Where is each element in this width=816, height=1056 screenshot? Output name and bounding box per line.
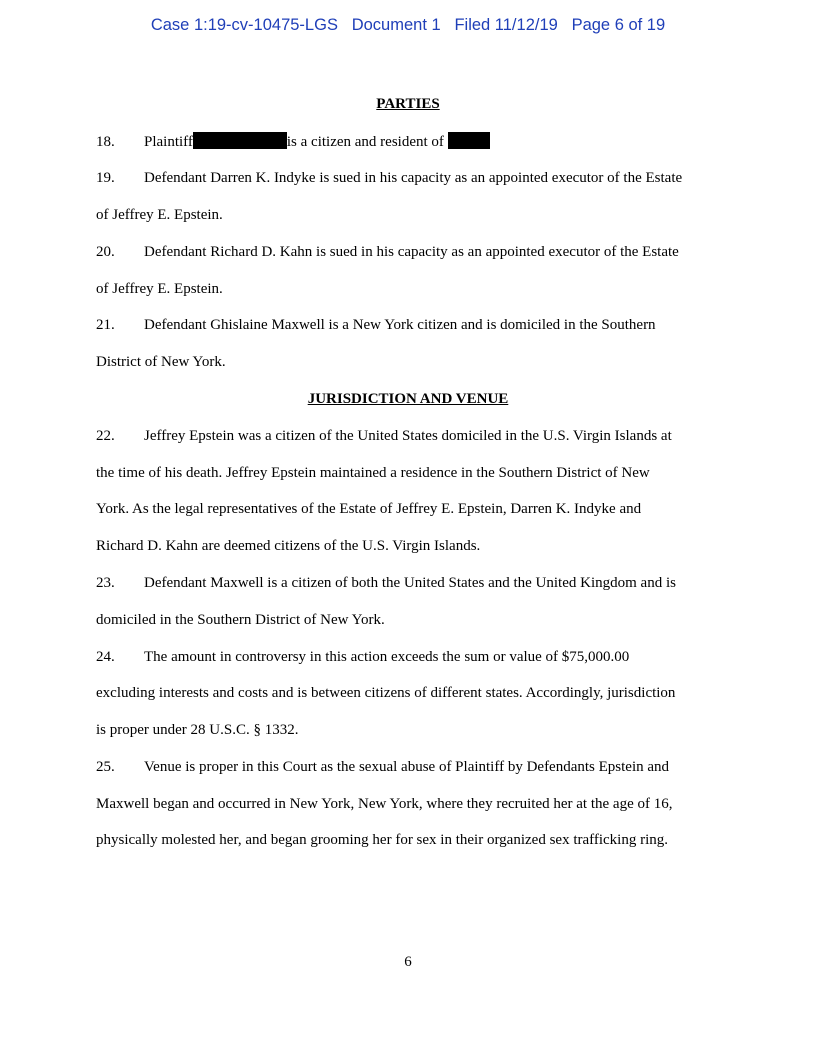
document-number: Document 1	[351, 16, 441, 34]
paragraph-text: Jeffrey Epstein was a citizen of the United States domiciled in the U.S. Virgin Islands at	[144, 428, 672, 444]
paragraph-21	[96, 317, 656, 334]
paragraph-text: Defendant Richard D. Kahn is sued in his capacity as an appointed executor of the Estate	[144, 244, 679, 260]
redaction-box	[448, 132, 490, 149]
paragraph-number: 24.	[96, 649, 115, 665]
paragraph-23	[96, 575, 676, 592]
paragraph-line: York. As the legal representatives of the Estate of Jeffrey E. Epstein, Darren K. Indyke and	[96, 501, 642, 517]
page-header	[0, 16, 816, 35]
paragraph-text: Venue is proper in this Court as the sexual abuse of Plaintiff by Defendants Epstein and	[144, 759, 670, 775]
paragraph-number: 22.	[96, 428, 115, 444]
paragraph-line: domiciled in the Southern District of New York.	[96, 612, 385, 628]
paragraph-text: Defendant Darren K. Indyke is sued in his capacity as an appointed executor of the Estate	[144, 170, 683, 186]
paragraph-number: 25.	[96, 759, 115, 775]
paragraph-text: Defendant Maxwell is a citizen of both the United States and the United Kingdom and is	[144, 575, 676, 591]
paragraph-line: of Jeffrey E. Epstein.	[96, 207, 223, 223]
paragraph-text: is a citizen and resident of	[286, 134, 444, 150]
paragraph-24	[96, 649, 629, 666]
jurisdiction-heading: JURISDICTION AND VENUE	[307, 391, 509, 407]
paragraph-line: District of New York.	[96, 354, 226, 370]
paragraph-text: The amount in controversy in this action exceeds the sum or value of $75,000.00	[144, 649, 630, 665]
parties-heading: PARTIES	[376, 96, 440, 112]
paragraph-25	[96, 759, 669, 776]
paragraph-18	[96, 132, 490, 151]
paragraph-19	[96, 170, 682, 187]
redaction-box	[193, 132, 287, 149]
paragraph-line: of Jeffrey E. Epstein.	[96, 281, 223, 297]
page-number: 6	[404, 954, 412, 970]
paragraph-number: 19.	[96, 170, 115, 186]
paragraph-number: 18.	[96, 134, 115, 150]
paragraph-text: Defendant Ghislaine Maxwell is a New York citizen and is domiciled in the Southern	[144, 317, 656, 333]
paragraph-line: is proper under 28 U.S.C. § 1332.	[96, 722, 299, 738]
paragraph-22	[96, 428, 672, 445]
paragraph-line: Richard D. Kahn are deemed citizens of the U.S. Virgin Islands.	[96, 538, 481, 554]
case-number: Case 1:19-cv-10475-LGS	[150, 16, 338, 34]
filed-date: Filed 11/12/19	[454, 16, 558, 34]
paragraph-line: physically molested her, and began grooming her for sex in their organized sex trafficking ring.	[96, 832, 669, 848]
paragraph-line: the time of his death. Jeffrey Epstein maintained a residence in the Southern District of New	[96, 465, 650, 481]
paragraph-20	[96, 244, 679, 261]
paragraph-number: 20.	[96, 244, 115, 260]
paragraph-number: 23.	[96, 575, 115, 591]
paragraph-line: excluding interests and costs and is between citizens of different states. Accordingly, jurisdiction	[96, 685, 676, 701]
paragraph-number: 21.	[96, 317, 115, 333]
page-of: Page 6 of 19	[571, 16, 666, 34]
paragraph-text: Plaintiff	[144, 134, 193, 150]
paragraph-line: Maxwell began and occurred in New York, New York, where they recruited her at the age of 16,	[96, 796, 673, 812]
